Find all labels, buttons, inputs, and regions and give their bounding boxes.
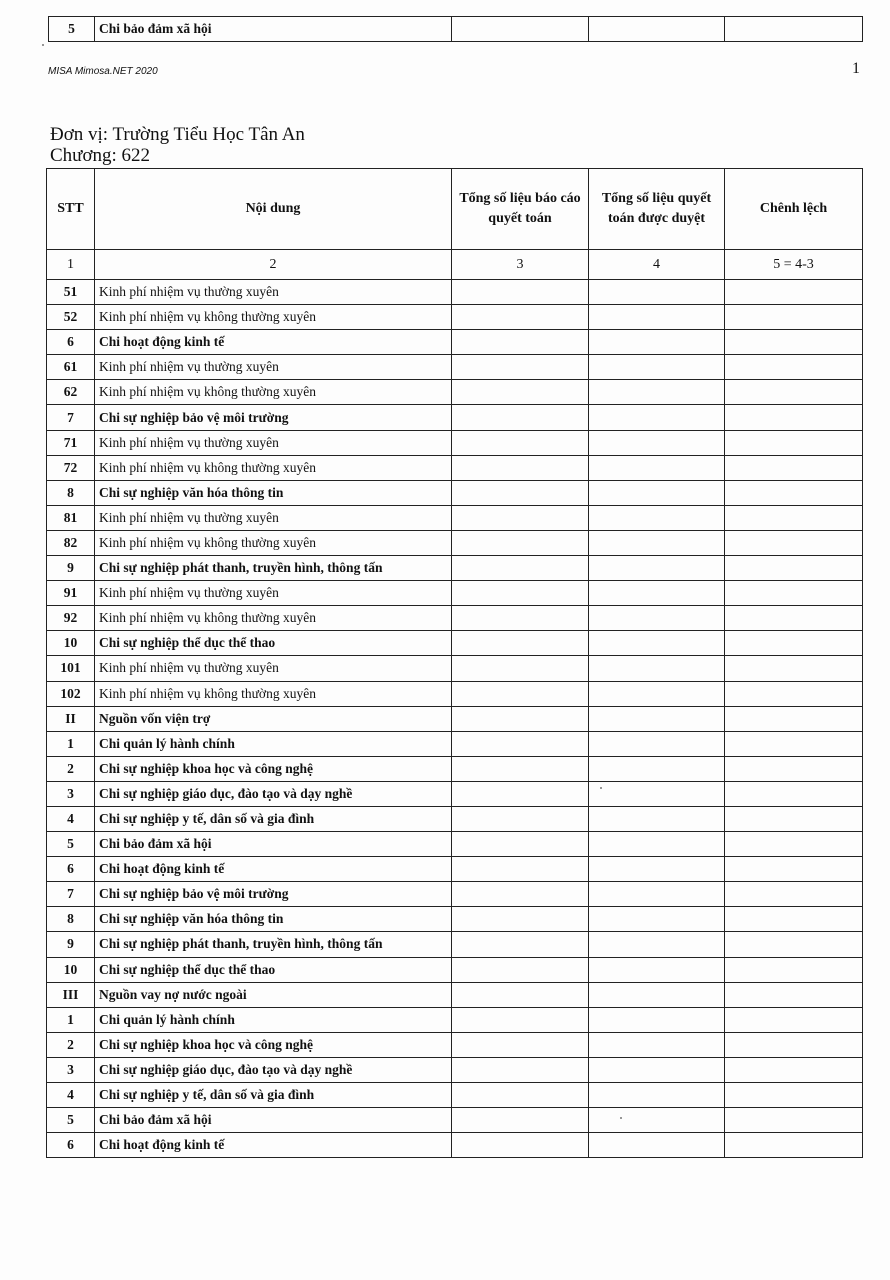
- reported-cell: [452, 982, 589, 1007]
- approved-cell: [589, 330, 725, 355]
- difference-cell: [725, 932, 863, 957]
- content-cell: Chi sự nghiệp giáo dục, đào tạo và dạy nghề: [95, 1057, 452, 1082]
- reported-cell: [452, 731, 589, 756]
- difference-cell: [725, 1108, 863, 1133]
- content-cell: Chi sự nghiệp y tế, dân số và gia đình: [95, 806, 452, 831]
- reported-cell: [452, 480, 589, 505]
- table-row: [47, 982, 863, 1007]
- reported-cell: [452, 781, 589, 806]
- reported-cell: [452, 405, 589, 430]
- difference-cell: [725, 405, 863, 430]
- table-row: [47, 380, 863, 405]
- scan-speck: [42, 44, 44, 46]
- approved-cell: [589, 706, 725, 731]
- stt-cell: 2: [47, 756, 95, 781]
- table-row: [47, 556, 863, 581]
- approved-cell: [589, 1007, 725, 1032]
- difference-cell: [725, 1133, 863, 1158]
- column-header-content: Nội dung: [95, 169, 452, 250]
- content-cell: Chi hoạt động kinh tế: [95, 1133, 452, 1158]
- stt-cell: III: [47, 982, 95, 1007]
- table-row: [47, 606, 863, 631]
- reported-cell: [452, 581, 589, 606]
- stt-cell: 6: [47, 857, 95, 882]
- difference-cell: [725, 1032, 863, 1057]
- stt-cell: 62: [47, 380, 95, 405]
- table-row: [47, 581, 863, 606]
- difference-cell: [725, 681, 863, 706]
- content-cell: Kinh phí nhiệm vụ không thường xuyên: [95, 530, 452, 555]
- difference-cell: [725, 430, 863, 455]
- table-body: [47, 280, 863, 1158]
- approved-cell: [589, 806, 725, 831]
- difference-cell: [725, 731, 863, 756]
- content-cell: Chi hoạt động kinh tế: [95, 330, 452, 355]
- table-row: [47, 330, 863, 355]
- approved-cell: [589, 556, 725, 581]
- content-cell: Chi sự nghiệp khoa học và công nghệ: [95, 756, 452, 781]
- table-row: [47, 907, 863, 932]
- difference-cell: [725, 832, 863, 857]
- table-row: [47, 455, 863, 480]
- approved-cell: [589, 17, 725, 42]
- content-cell: Chi sự nghiệp thể dục thể thao: [95, 957, 452, 982]
- approved-cell: [589, 1083, 725, 1108]
- reported-cell: [452, 556, 589, 581]
- stt-cell: 101: [47, 656, 95, 681]
- table-row: [47, 1032, 863, 1057]
- stt-cell: 5: [49, 17, 95, 42]
- content-cell: Kinh phí nhiệm vụ không thường xuyên: [95, 606, 452, 631]
- approved-cell: [589, 280, 725, 305]
- table-row: [47, 355, 863, 380]
- content-cell: Kinh phí nhiệm vụ thường xuyên: [95, 581, 452, 606]
- content-cell: Kinh phí nhiệm vụ thường xuyên: [95, 430, 452, 455]
- difference-cell: [725, 982, 863, 1007]
- table-row: [47, 656, 863, 681]
- reported-cell: [452, 932, 589, 957]
- reported-cell: [452, 681, 589, 706]
- difference-cell: [725, 882, 863, 907]
- approved-cell: [589, 1108, 725, 1133]
- reported-cell: [452, 832, 589, 857]
- column-number: 2: [95, 250, 452, 280]
- difference-cell: [725, 606, 863, 631]
- column-number: 4: [589, 250, 725, 280]
- table-row: [47, 1083, 863, 1108]
- stt-cell: 1: [47, 731, 95, 756]
- stt-cell: 82: [47, 530, 95, 555]
- table-row: [47, 706, 863, 731]
- approved-cell: [589, 405, 725, 430]
- reported-cell: [452, 656, 589, 681]
- difference-cell: [725, 305, 863, 330]
- table-row: [47, 530, 863, 555]
- table-row: [47, 305, 863, 330]
- reported-cell: [452, 1057, 589, 1082]
- reported-cell: [452, 957, 589, 982]
- table-row: [47, 781, 863, 806]
- stt-cell: 102: [47, 681, 95, 706]
- table-row: [47, 681, 863, 706]
- chapter-code: Chương: 622: [50, 145, 151, 166]
- content-cell: Chi sự nghiệp văn hóa thông tin: [95, 907, 452, 932]
- reported-cell: [452, 1032, 589, 1057]
- approved-cell: [589, 781, 725, 806]
- table-row: [47, 430, 863, 455]
- column-number-row: [47, 250, 863, 280]
- stt-cell: 4: [47, 1083, 95, 1108]
- content-cell: Nguồn vốn viện trợ: [95, 706, 452, 731]
- software-footer: MISA Mimosa.NET 2020: [48, 66, 158, 77]
- approved-cell: [589, 455, 725, 480]
- difference-cell: [725, 957, 863, 982]
- approved-cell: [589, 305, 725, 330]
- difference-cell: [725, 530, 863, 555]
- reported-cell: [452, 380, 589, 405]
- approved-cell: [589, 505, 725, 530]
- reported-cell: [452, 857, 589, 882]
- content-cell: Chi sự nghiệp bảo vệ môi trường: [95, 405, 452, 430]
- table-row: [49, 17, 863, 42]
- difference-cell: [725, 631, 863, 656]
- reported-cell: [452, 1133, 589, 1158]
- table-row: [47, 505, 863, 530]
- difference-cell: [725, 330, 863, 355]
- content-cell: Chi sự nghiệp văn hóa thông tin: [95, 480, 452, 505]
- stt-cell: 5: [47, 832, 95, 857]
- stt-cell: 61: [47, 355, 95, 380]
- table-row: [47, 832, 863, 857]
- approved-cell: [589, 932, 725, 957]
- scan-speck: [600, 787, 602, 789]
- content-cell: Nguồn vay nợ nước ngoài: [95, 982, 452, 1007]
- stt-cell: 6: [47, 330, 95, 355]
- column-header-difference: Chênh lệch: [725, 169, 863, 250]
- approved-cell: [589, 756, 725, 781]
- reported-cell: [452, 907, 589, 932]
- content-cell: Chi bảo đảm xã hội: [95, 832, 452, 857]
- content-cell: Chi bảo đảm xã hội: [95, 17, 452, 42]
- approved-cell: [589, 957, 725, 982]
- carried-over-row-table: [48, 16, 863, 42]
- approved-cell: [589, 731, 725, 756]
- reported-cell: [452, 355, 589, 380]
- table-row: [47, 405, 863, 430]
- stt-cell: 72: [47, 455, 95, 480]
- difference-cell: [725, 1057, 863, 1082]
- table-row: [47, 280, 863, 305]
- difference-cell: [725, 455, 863, 480]
- stt-cell: 1: [47, 1007, 95, 1032]
- approved-cell: [589, 581, 725, 606]
- content-cell: Chi quản lý hành chính: [95, 731, 452, 756]
- reported-cell: [452, 806, 589, 831]
- table-row: [47, 932, 863, 957]
- difference-cell: [725, 806, 863, 831]
- table-row: [47, 1133, 863, 1158]
- approved-cell: [589, 380, 725, 405]
- settlement-table: [46, 168, 863, 1158]
- content-cell: Kinh phí nhiệm vụ không thường xuyên: [95, 681, 452, 706]
- difference-cell: [725, 857, 863, 882]
- content-cell: Chi hoạt động kinh tế: [95, 857, 452, 882]
- stt-cell: 92: [47, 606, 95, 631]
- content-cell: Chi bảo đảm xã hội: [95, 1108, 452, 1133]
- table-row: [47, 857, 863, 882]
- table-row: [47, 631, 863, 656]
- reported-cell: [452, 1083, 589, 1108]
- stt-cell: 52: [47, 305, 95, 330]
- reported-cell: [452, 330, 589, 355]
- stt-cell: 71: [47, 430, 95, 455]
- column-header-stt: STT: [47, 169, 95, 250]
- stt-cell: 3: [47, 781, 95, 806]
- content-cell: Chi sự nghiệp giáo dục, đào tạo và dạy nghề: [95, 781, 452, 806]
- stt-cell: 5: [47, 1108, 95, 1133]
- page-number: 1: [852, 60, 860, 77]
- approved-cell: [589, 1133, 725, 1158]
- approved-cell: [589, 430, 725, 455]
- table-header-row: [47, 169, 863, 250]
- content-cell: Kinh phí nhiệm vụ thường xuyên: [95, 656, 452, 681]
- reported-cell: [452, 455, 589, 480]
- difference-cell: [725, 355, 863, 380]
- content-cell: Kinh phí nhiệm vụ không thường xuyên: [95, 455, 452, 480]
- content-cell: Kinh phí nhiệm vụ thường xuyên: [95, 355, 452, 380]
- table-row: [47, 957, 863, 982]
- approved-cell: [589, 1032, 725, 1057]
- difference-cell: [725, 1083, 863, 1108]
- difference-cell: [725, 380, 863, 405]
- approved-cell: [589, 656, 725, 681]
- scan-speck: [620, 1117, 622, 1119]
- difference-cell: [725, 656, 863, 681]
- table-row: [47, 882, 863, 907]
- approved-cell: [589, 832, 725, 857]
- difference-cell: [725, 781, 863, 806]
- reported-cell: [452, 631, 589, 656]
- stt-cell: 3: [47, 1057, 95, 1082]
- approved-cell: [589, 530, 725, 555]
- column-header-approved: Tổng số liệu quyết toán được duyệt: [589, 169, 725, 250]
- difference-cell: [725, 706, 863, 731]
- stt-cell: 91: [47, 581, 95, 606]
- reported-cell: [452, 1007, 589, 1032]
- stt-cell: 7: [47, 405, 95, 430]
- approved-cell: [589, 857, 725, 882]
- column-number: 5 = 4-3: [725, 250, 863, 280]
- stt-cell: 51: [47, 280, 95, 305]
- reported-cell: [452, 706, 589, 731]
- reported-cell: [452, 530, 589, 555]
- difference-cell: [725, 1007, 863, 1032]
- difference-cell: [725, 756, 863, 781]
- table-row: [47, 1108, 863, 1133]
- stt-cell: II: [47, 706, 95, 731]
- difference-cell: [725, 505, 863, 530]
- column-number: 1: [47, 250, 95, 280]
- content-cell: Chi sự nghiệp bảo vệ môi trường: [95, 882, 452, 907]
- reported-cell: [452, 17, 589, 42]
- stt-cell: 9: [47, 932, 95, 957]
- approved-cell: [589, 1057, 725, 1082]
- stt-cell: 8: [47, 907, 95, 932]
- table-row: [47, 731, 863, 756]
- approved-cell: [589, 631, 725, 656]
- column-number: 3: [452, 250, 589, 280]
- table-row: [47, 806, 863, 831]
- unit-name: Đơn vị: Trường Tiểu Học Tân An: [50, 124, 305, 145]
- content-cell: Kinh phí nhiệm vụ thường xuyên: [95, 505, 452, 530]
- content-cell: Chi sự nghiệp y tế, dân số và gia đình: [95, 1083, 452, 1108]
- approved-cell: [589, 882, 725, 907]
- approved-cell: [589, 355, 725, 380]
- approved-cell: [589, 982, 725, 1007]
- stt-cell: 9: [47, 556, 95, 581]
- content-cell: Chi sự nghiệp phát thanh, truyền hình, thông tấn: [95, 556, 452, 581]
- content-cell: Chi quản lý hành chính: [95, 1007, 452, 1032]
- stt-cell: 10: [47, 957, 95, 982]
- difference-cell: [725, 907, 863, 932]
- difference-cell: [725, 480, 863, 505]
- content-cell: Chi sự nghiệp thể dục thể thao: [95, 631, 452, 656]
- approved-cell: [589, 907, 725, 932]
- reported-cell: [452, 1108, 589, 1133]
- stt-cell: 2: [47, 1032, 95, 1057]
- content-cell: Chi sự nghiệp khoa học và công nghệ: [95, 1032, 452, 1057]
- reported-cell: [452, 882, 589, 907]
- content-cell: Kinh phí nhiệm vụ thường xuyên: [95, 280, 452, 305]
- reported-cell: [452, 305, 589, 330]
- content-cell: Chi sự nghiệp phát thanh, truyền hình, thông tấn: [95, 932, 452, 957]
- content-cell: Kinh phí nhiệm vụ không thường xuyên: [95, 305, 452, 330]
- approved-cell: [589, 681, 725, 706]
- stt-cell: 7: [47, 882, 95, 907]
- difference-cell: [725, 581, 863, 606]
- table-row: [47, 1057, 863, 1082]
- stt-cell: 6: [47, 1133, 95, 1158]
- reported-cell: [452, 505, 589, 530]
- reported-cell: [452, 430, 589, 455]
- stt-cell: 81: [47, 505, 95, 530]
- table-row: [47, 756, 863, 781]
- difference-cell: [725, 556, 863, 581]
- stt-cell: 8: [47, 480, 95, 505]
- table-row: [47, 1007, 863, 1032]
- approved-cell: [589, 606, 725, 631]
- table-row: [47, 480, 863, 505]
- approved-cell: [589, 480, 725, 505]
- difference-cell: [725, 280, 863, 305]
- column-header-reported: Tổng số liệu báo cáo quyết toán: [452, 169, 589, 250]
- content-cell: Kinh phí nhiệm vụ không thường xuyên: [95, 380, 452, 405]
- difference-cell: [725, 17, 863, 42]
- stt-cell: 10: [47, 631, 95, 656]
- reported-cell: [452, 606, 589, 631]
- reported-cell: [452, 280, 589, 305]
- reported-cell: [452, 756, 589, 781]
- stt-cell: 4: [47, 806, 95, 831]
